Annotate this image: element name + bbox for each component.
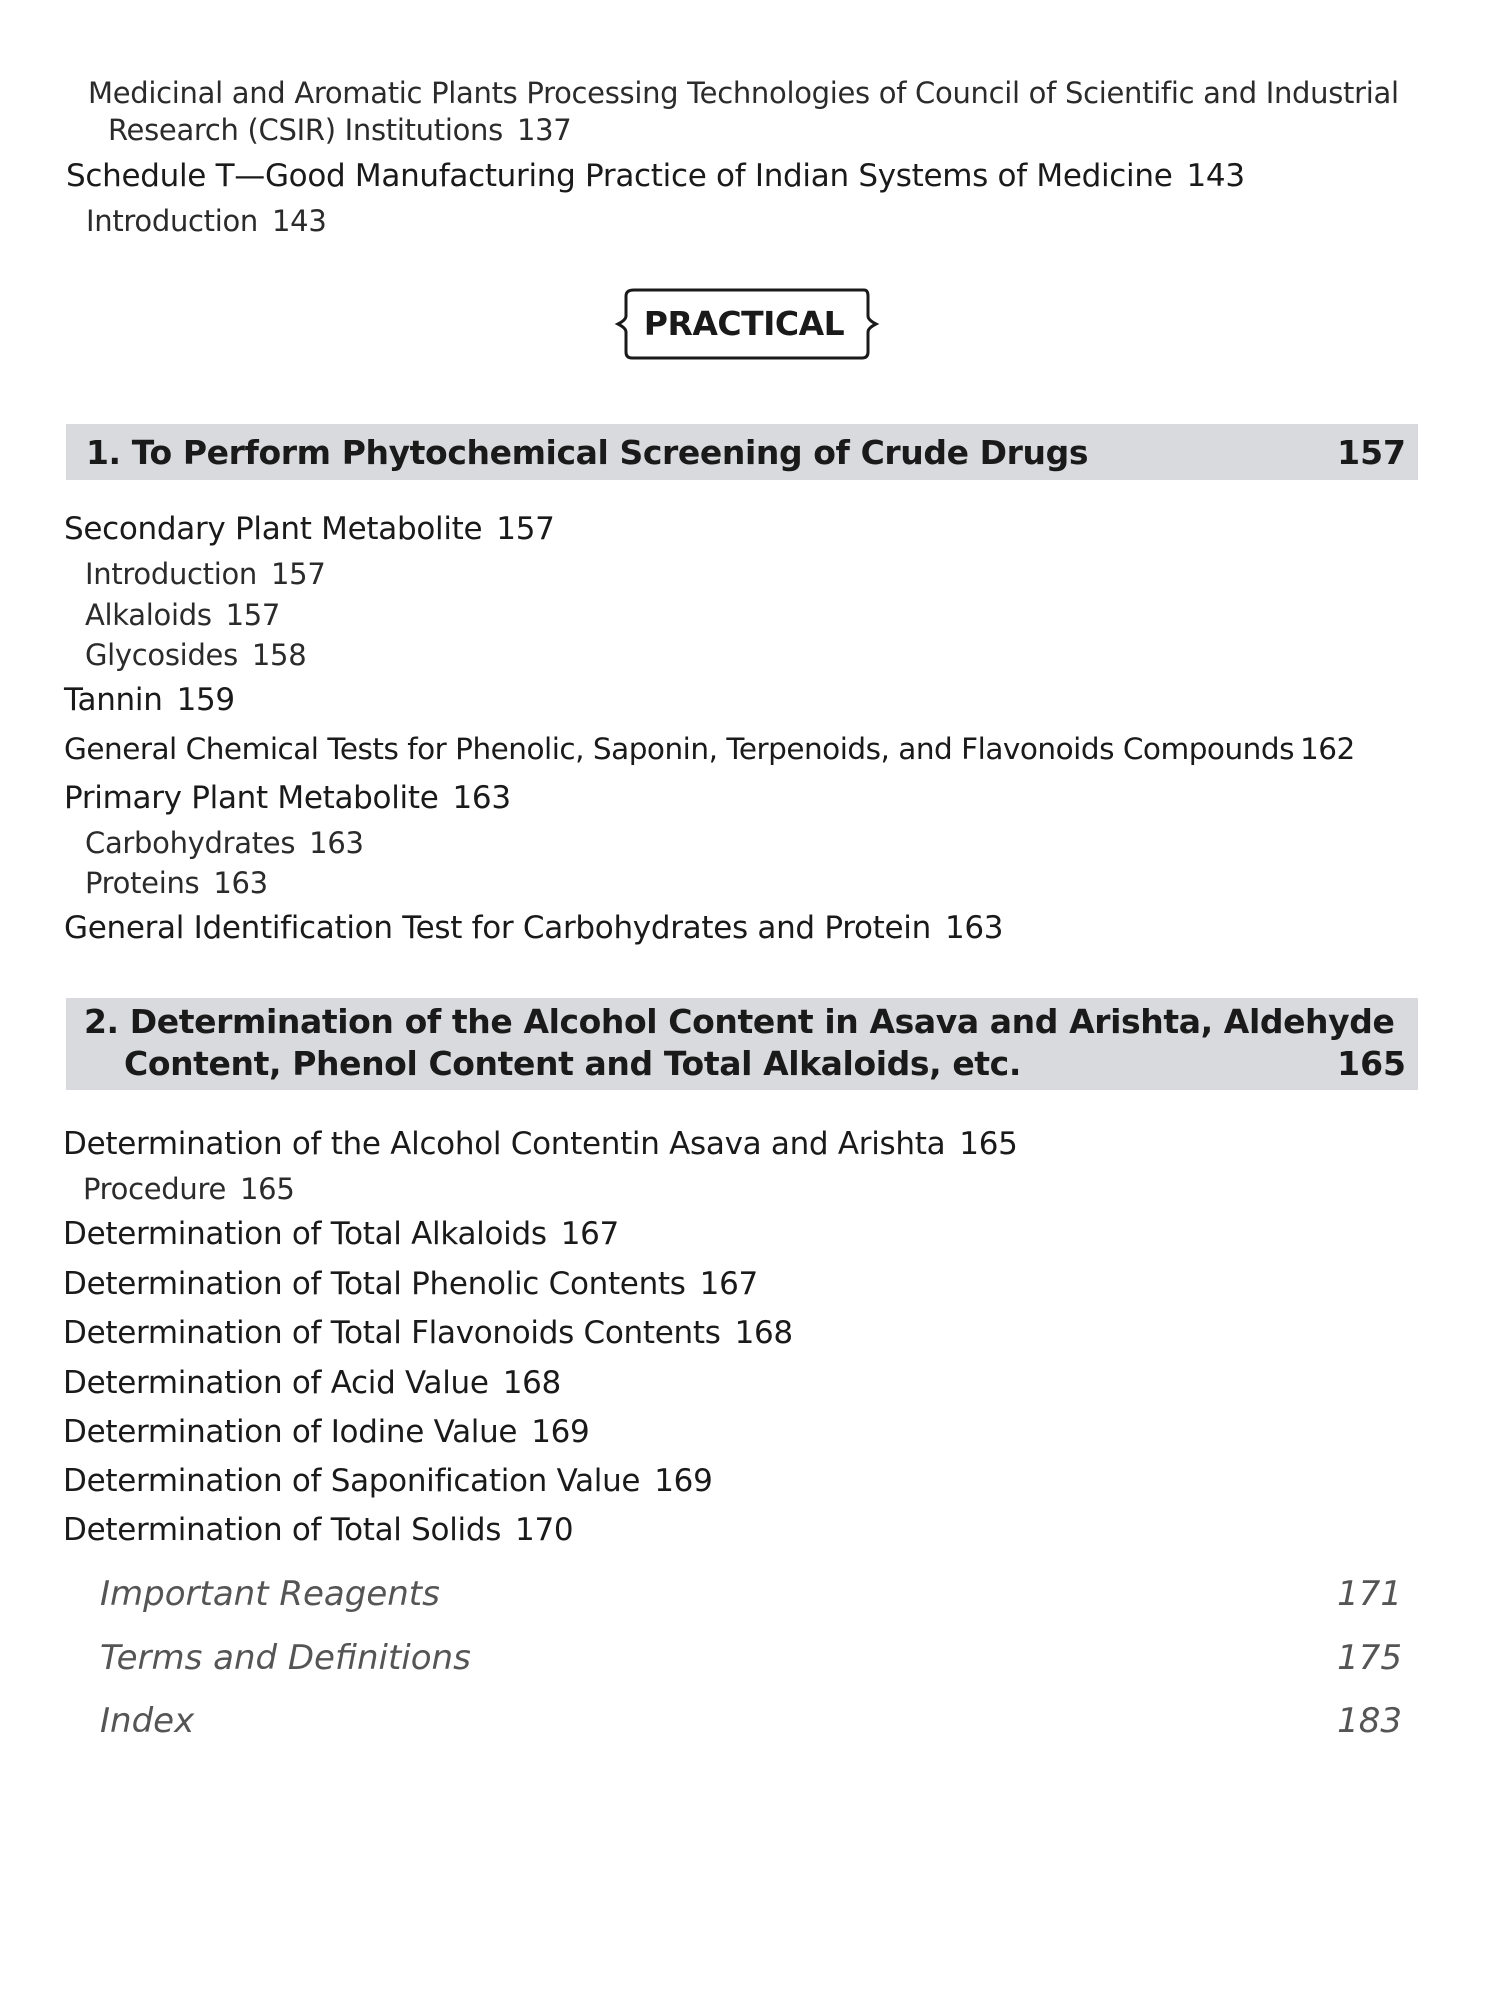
section-2-title-line1: 2. Determination of the Alcohol Content in Asava and Arishta, Aldehyde bbox=[84, 1002, 1395, 1041]
toc-entry-total-solids bbox=[63, 1512, 573, 1548]
toc-entry-page: 163 bbox=[309, 826, 364, 860]
section-1-title: 1. To Perform Phytochemical Screening of Crude Drugs bbox=[86, 433, 1089, 472]
section-2-title-line2: Content, Phenol Content and Total Alkaloids, etc. bbox=[124, 1044, 1021, 1083]
toc-entry-tannin bbox=[64, 682, 235, 718]
end-matter-page: 183 bbox=[1337, 1701, 1402, 1741]
toc-entry-secondary-metabolite bbox=[64, 511, 555, 547]
toc-entry-glycosides bbox=[85, 638, 306, 672]
end-matter-terms-definitions bbox=[100, 1638, 1402, 1682]
toc-entry-label: Carbohydrates bbox=[85, 826, 296, 860]
practical-heading: PRACTICAL bbox=[643, 304, 845, 343]
toc-entry-page: 143 bbox=[272, 204, 327, 238]
toc-entry-page: 159 bbox=[176, 682, 235, 718]
toc-entry-page: 169 bbox=[654, 1463, 713, 1499]
toc-entry-label: Determination of Total Alkaloids bbox=[63, 1216, 547, 1252]
toc-entry-page: 169 bbox=[531, 1414, 590, 1450]
toc-entry-page: 163 bbox=[452, 780, 511, 816]
toc-entry-label: Introduction bbox=[85, 557, 258, 591]
end-matter-label: Important Reagents bbox=[100, 1574, 440, 1614]
toc-entry-total-phenolic bbox=[63, 1266, 758, 1302]
toc-entry-page: 163 bbox=[213, 866, 268, 900]
toc-entry-label: Tannin bbox=[64, 682, 163, 718]
end-matter-label: Terms and Definitions bbox=[100, 1638, 471, 1678]
toc-entry-page: 157 bbox=[496, 511, 555, 547]
toc-entry-label: Determination of Iodine Value bbox=[63, 1414, 518, 1450]
toc-entry-label: Secondary Plant Metabolite bbox=[64, 511, 483, 547]
toc-entry-csir-line1 bbox=[88, 76, 1399, 110]
toc-entry-label: Medicinal and Aromatic Plants Processing Technologies of Council of Scientific and Industrial bbox=[88, 76, 1399, 110]
toc-entry-acid-value bbox=[63, 1365, 561, 1401]
toc-entry-page: 170 bbox=[515, 1512, 574, 1548]
toc-entry-label: Research (CSIR) Institutions bbox=[108, 113, 503, 147]
toc-entry-label: Introduction bbox=[86, 204, 259, 238]
end-matter-label: Index bbox=[100, 1701, 195, 1741]
toc-entry-saponification-value bbox=[63, 1463, 713, 1499]
toc-entry-introduction-2 bbox=[85, 557, 325, 591]
toc-entry-total-alkaloids bbox=[63, 1216, 619, 1252]
toc-entry-page: 162 bbox=[1299, 732, 1355, 766]
toc-entry-label: Determination of the Alcohol Contentin Asava and Arishta bbox=[63, 1126, 946, 1162]
toc-entry-label: Determination of Total Solids bbox=[63, 1512, 502, 1548]
end-matter-page: 171 bbox=[1337, 1574, 1402, 1614]
toc-entry-page: 168 bbox=[734, 1315, 793, 1351]
toc-entry-label: Determination of Total Flavonoids Contents bbox=[63, 1315, 721, 1351]
toc-entry-page: 137 bbox=[516, 113, 572, 147]
toc-entry-page: 168 bbox=[502, 1365, 561, 1401]
section-1-header bbox=[66, 424, 1418, 480]
toc-entry-label: Determination of Acid Value bbox=[63, 1365, 489, 1401]
end-matter-page: 175 bbox=[1337, 1638, 1402, 1678]
toc-entry-page: 165 bbox=[959, 1126, 1018, 1162]
toc-entry-label: General Chemical Tests for Phenolic, Saponin, Terpenoids, and Flavonoids Compounds bbox=[64, 732, 1294, 766]
toc-entry-label: Determination of Total Phenolic Contents bbox=[63, 1266, 686, 1302]
section-2-header bbox=[66, 998, 1418, 1090]
toc-entry-page: 158 bbox=[251, 638, 307, 672]
toc-entry-page: 157 bbox=[271, 557, 326, 591]
toc-entry-page: 157 bbox=[225, 598, 281, 632]
end-matter-important-reagents bbox=[100, 1574, 1402, 1618]
toc-entry-page: 167 bbox=[699, 1266, 758, 1302]
toc-entry-label: Procedure bbox=[83, 1172, 227, 1206]
toc-entry-label: Glycosides bbox=[85, 638, 238, 672]
toc-entry-procedure bbox=[83, 1172, 294, 1206]
toc-entry-label: General Identification Test for Carbohydrates and Protein bbox=[64, 910, 931, 946]
toc-entry-page: 167 bbox=[560, 1216, 619, 1252]
toc-entry-total-flavonoids bbox=[63, 1315, 793, 1351]
section-1-page: 157 bbox=[1337, 433, 1406, 472]
toc-entry-proteins bbox=[85, 866, 268, 900]
toc-entry-label: Alkaloids bbox=[85, 598, 212, 632]
toc-entry-csir-line2 bbox=[108, 113, 571, 147]
toc-entry-general-chemical-tests bbox=[64, 732, 1355, 766]
toc-entry-page: 163 bbox=[944, 910, 1004, 946]
section-2-page: 165 bbox=[1337, 1044, 1406, 1083]
toc-entry-label: Schedule T—Good Manufacturing Practice of Indian Systems of Medicine bbox=[66, 158, 1173, 194]
end-matter-index bbox=[100, 1701, 1402, 1745]
toc-entry-label: Proteins bbox=[85, 866, 200, 900]
toc-entry-alkaloids bbox=[85, 598, 280, 632]
toc-entry-label: Determination of Saponification Value bbox=[63, 1463, 641, 1499]
toc-entry-label: Primary Plant Metabolite bbox=[64, 780, 439, 816]
toc-entry-general-identification-test bbox=[64, 910, 1003, 946]
toc-entry-alcohol-content bbox=[63, 1126, 1018, 1162]
toc-entry-schedule-t bbox=[66, 158, 1245, 194]
toc-entry-carbohydrates bbox=[85, 826, 364, 860]
toc-entry-page: 165 bbox=[240, 1172, 295, 1206]
toc-entry-iodine-value bbox=[63, 1414, 589, 1450]
toc-entry-page: 143 bbox=[1186, 158, 1245, 194]
practical-heading-box bbox=[606, 286, 882, 362]
toc-entry-introduction bbox=[86, 204, 326, 238]
toc-entry-primary-metabolite bbox=[64, 780, 511, 816]
